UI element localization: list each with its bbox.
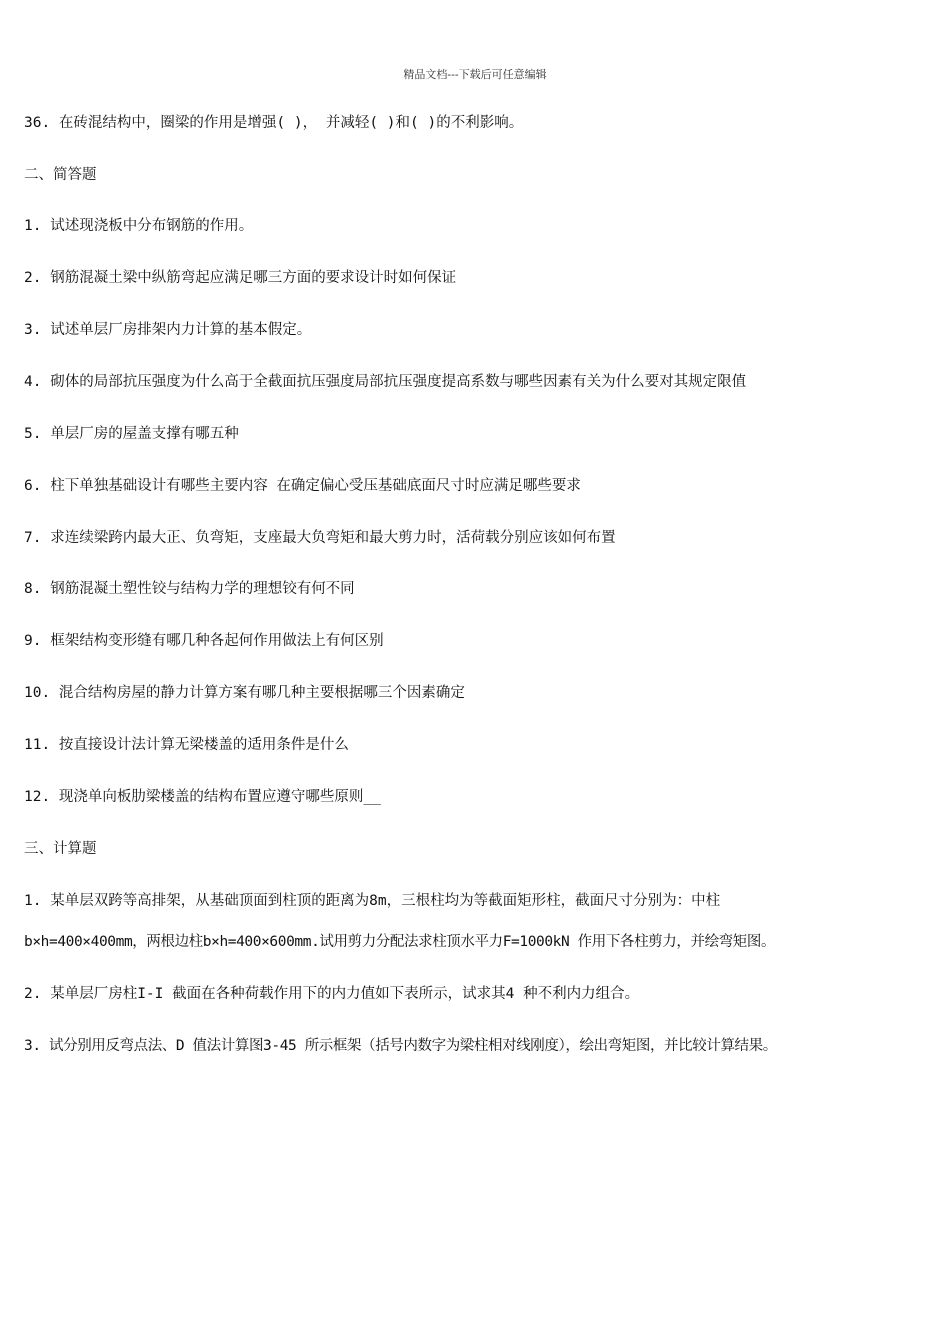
calculation-2: 2. 某单层厂房柱I-I 截面在各种荷载作用下的内力值如下表所示，试求其4 种不利内力组合。	[24, 986, 640, 1002]
short-answer-12: 12. 现浇单向板肋梁楼盖的结构布置应遵守哪些原则__	[24, 789, 381, 805]
short-answer-3: 3. 试述单层厂房排架内力计算的基本假定。	[24, 322, 312, 338]
short-answer-5: 5. 单层厂房的屋盖支撑有哪五种	[24, 426, 239, 442]
section-heading-calculation: 三、计算题	[24, 841, 97, 857]
calculation-1-line-1: 1. 某单层双跨等高排架，从基础顶面到柱顶的距离为8m，三根柱均为等截面矩形柱，截面尺寸分别为：中柱	[24, 893, 721, 909]
short-answer-7: 7. 求连续梁跨内最大正、负弯矩，支座最大负弯矩和最大剪力时，活荷载分别应该如何布置	[24, 530, 616, 546]
question-36: 36. 在砖混结构中，圈梁的作用是增强( )， 并减轻( )和( )的不利影响。	[24, 115, 524, 131]
short-answer-1: 1. 试述现浇板中分布钢筋的作用。	[24, 218, 254, 234]
short-answer-11: 11. 按直接设计法计算无梁楼盖的适用条件是什么	[24, 737, 349, 753]
short-answer-8: 8. 钢筋混凝土塑性铰与结构力学的理想铰有何不同	[24, 581, 355, 597]
calculation-1-line-2: b×h=400×400mm，两根边柱b×h=400×600mm.试用剪力分配法求柱顶水平力F=1000kN 作用下各柱剪力，并绘弯矩图。	[24, 934, 776, 950]
page-header: 精品文档---下载后可任意编辑	[403, 68, 547, 81]
short-answer-4: 4. 砌体的局部抗压强度为什么高于全截面抗压强度局部抗压强度提高系数与哪些因素有关为什么要对其规定限值	[24, 374, 747, 390]
short-answer-2: 2. 钢筋混凝土梁中纵筋弯起应满足哪三方面的要求设计时如何保证	[24, 270, 457, 286]
section-heading-short-answer: 二、简答题	[24, 167, 97, 183]
short-answer-9: 9. 框架结构变形缝有哪几种各起何作用做法上有何区别	[24, 633, 384, 649]
short-answer-10: 10. 混合结构房屋的静力计算方案有哪几种主要根据哪三个因素确定	[24, 685, 465, 701]
short-answer-6: 6. 柱下单独基础设计有哪些主要内容 在确定偏心受压基础底面尺寸时应满足哪些要求	[24, 478, 581, 494]
calculation-3: 3. 试分别用反弯点法、D 值法计算图3-45 所示框架（括号内数字为梁柱相对线刚度），绘出弯矩图，并比较计算结果。	[24, 1038, 777, 1054]
